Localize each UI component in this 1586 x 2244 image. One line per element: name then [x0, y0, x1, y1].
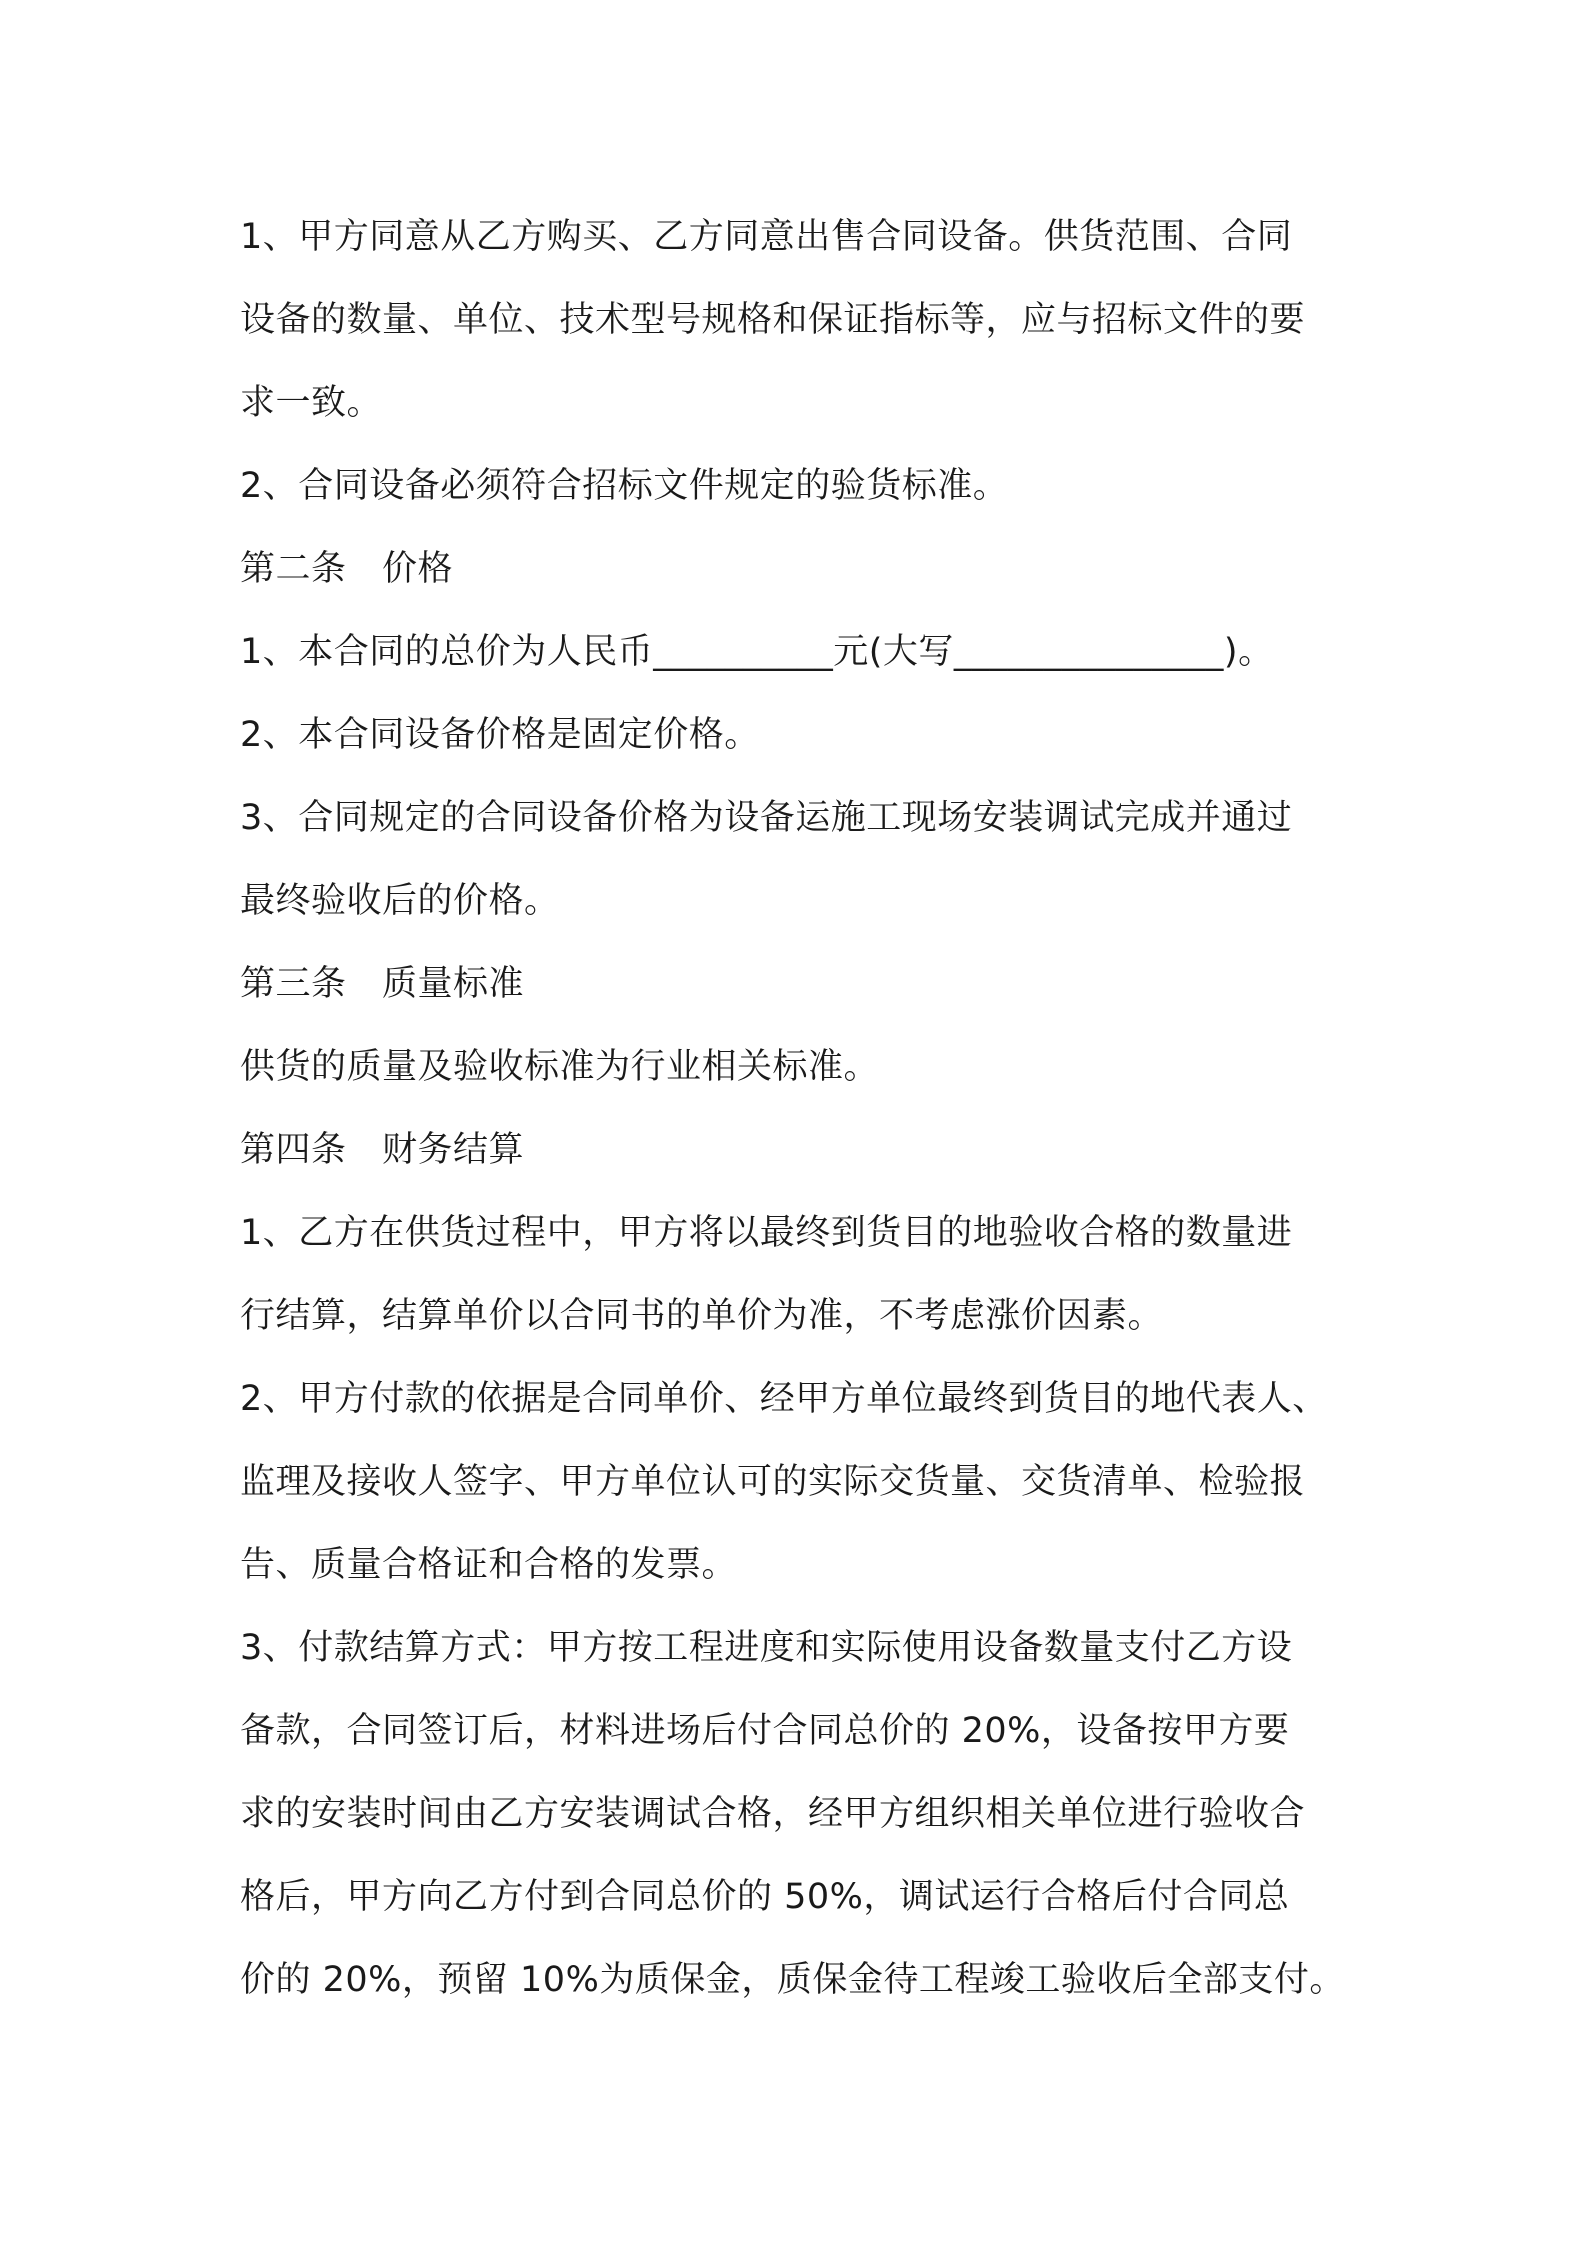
text-line: 备款，合同签订后，材料进场后付合同总价的 20%，设备按甲方要 — [240, 1711, 1290, 1751]
text-line: 3、合同规定的合同设备价格为设备运施工现场安装调试完成并通过 — [240, 798, 1293, 838]
text-line: 2、本合同设备价格是固定价格。 — [240, 715, 760, 755]
text-line: 告、质量合格证和合格的发票。 — [240, 1545, 738, 1585]
text-line: 价的 20%，预留 10%为质保金，质保金待工程竣工验收后全部支付。 — [240, 1960, 1345, 2000]
section-heading: 第四条 财务结算 — [240, 1130, 525, 1170]
text-line: 行结算，结算单价以合同书的单价为准，不考虑涨价因素。 — [240, 1296, 1164, 1336]
section-heading: 第二条 价格 — [240, 549, 454, 589]
text-line: 1、本合同的总价为人民币__________元(大写_______________)。 — [240, 632, 1274, 672]
text-line: 设备的数量、单位、技术型号规格和保证指标等，应与招标文件的要 — [240, 300, 1306, 340]
text-line: 监理及接收人签字、甲方单位认可的实际交货量、交货清单、检验报 — [240, 1462, 1306, 1502]
text-line: 供货的质量及验收标准为行业相关标准。 — [240, 1047, 880, 1087]
text-line: 求一致。 — [240, 383, 383, 423]
text-line: 2、合同设备必须符合招标文件规定的验货标准。 — [240, 466, 1009, 506]
text-line: 2、甲方付款的依据是合同单价、经甲方单位最终到货目的地代表人、 — [240, 1379, 1328, 1419]
text-line: 1、甲方同意从乙方购买、乙方同意出售合同设备。供货范围、合同 — [240, 217, 1293, 257]
section-heading: 第三条 质量标准 — [240, 964, 525, 1004]
text-line: 3、付款结算方式：甲方按工程进度和实际使用设备数量支付乙方设 — [240, 1628, 1293, 1668]
text-line: 1、乙方在供货过程中，甲方将以最终到货目的地验收合格的数量进 — [240, 1213, 1293, 1253]
text-line: 求的安装时间由乙方安装调试合格，经甲方组织相关单位进行验收合 — [240, 1794, 1306, 1834]
text-line: 格后，甲方向乙方付到合同总价的 50%，调试运行合格后付合同总 — [240, 1877, 1290, 1917]
document-body — [240, 196, 1370, 2022]
text-line: 最终验收后的价格。 — [240, 881, 560, 921]
